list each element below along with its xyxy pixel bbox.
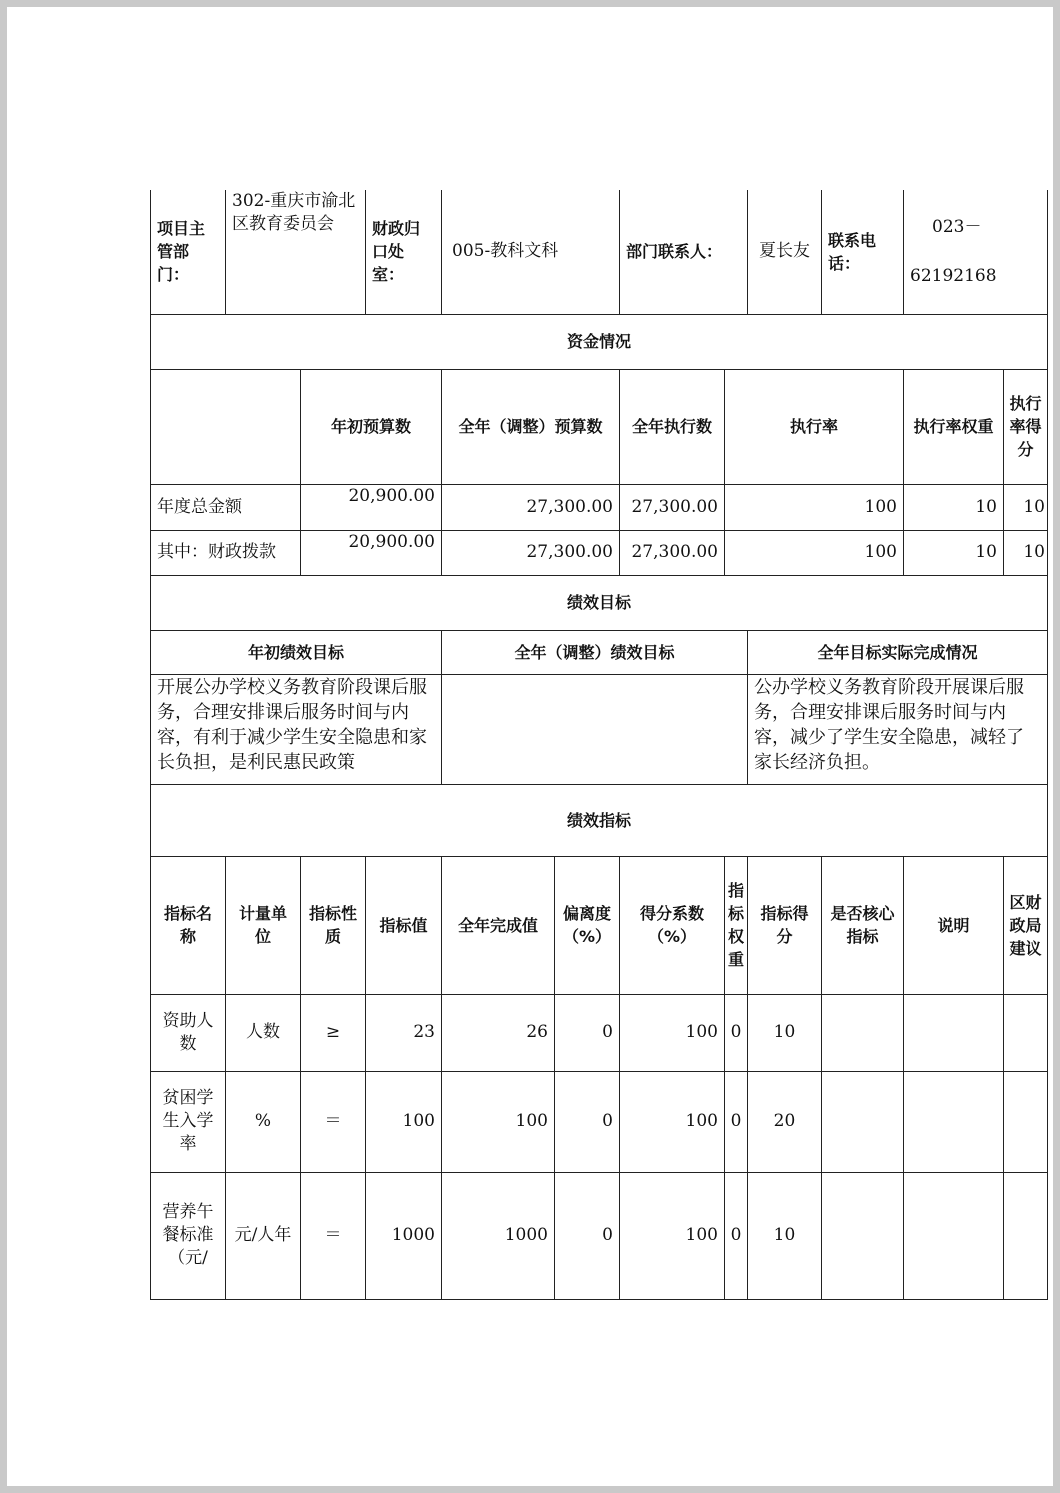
- ind-nature: ＝: [301, 1172, 366, 1299]
- phone-label: 联系电话：: [822, 190, 904, 314]
- ind-coef: 100: [620, 1172, 725, 1299]
- ind-deviation: 0: [555, 1071, 620, 1172]
- ind-note: [904, 1172, 1004, 1299]
- funds-initial-value: 20,900.00: [301, 484, 442, 530]
- funds-col-initial: 年初预算数: [301, 369, 442, 484]
- funds-weight-value: 10: [904, 530, 1004, 575]
- funds-col-adjusted: 全年（调整）预算数: [442, 369, 620, 484]
- ind-col-nature: 指标性质: [301, 856, 366, 994]
- goals-col-adjusted: 全年（调整）绩效目标: [442, 630, 748, 674]
- ind-col-note: 说明: [904, 856, 1004, 994]
- funds-title: 资金情况: [151, 314, 1048, 369]
- ind-target: 1000: [366, 1172, 442, 1299]
- funds-col-executed: 全年执行数: [620, 369, 725, 484]
- phone-value-line-2: 62192168: [910, 265, 997, 286]
- ind-core: [822, 1071, 904, 1172]
- performance-table: [150, 190, 1048, 1300]
- funds-row-label: 其中：财政拨款: [151, 530, 301, 575]
- ind-core: [822, 994, 904, 1071]
- ind-actual: 1000: [442, 1172, 555, 1299]
- ind-deviation: 0: [555, 994, 620, 1071]
- ind-col-deviation: 偏离度（%）: [555, 856, 620, 994]
- ind-coef: 100: [620, 994, 725, 1071]
- ind-target: 23: [366, 994, 442, 1071]
- ind-col-actual: 全年完成值: [442, 856, 555, 994]
- funds-score-value: 10: [1004, 484, 1048, 530]
- funds-rate-value: 100: [725, 530, 904, 575]
- ind-weight: 0: [725, 994, 748, 1071]
- funds-initial-value: 20,900.00: [301, 530, 442, 575]
- goals-adjusted-text: [442, 674, 748, 784]
- phone-cell: [904, 190, 1048, 314]
- ind-nature: ＝: [301, 1071, 366, 1172]
- funds-col-weight: 执行率权重: [904, 369, 1004, 484]
- contact-label: 部门联系人：: [620, 190, 748, 314]
- ind-score: 20: [748, 1071, 822, 1172]
- funds-row-total: [151, 484, 1048, 530]
- ind-col-coef: 得分系数（%）: [620, 856, 725, 994]
- ind-unit: %: [226, 1071, 301, 1172]
- funds-executed-value: 27,300.00: [620, 530, 725, 575]
- ind-weight: 0: [725, 1172, 748, 1299]
- finance-value: 005-教科文科: [442, 190, 620, 314]
- ind-advice: [1004, 1172, 1048, 1299]
- goals-content-row: [151, 674, 1048, 784]
- ind-col-advice: 区财政局建议: [1004, 856, 1048, 994]
- dept-value: 302-重庆市渝北区教育委员会: [226, 190, 366, 314]
- indicators-title-row: [151, 784, 1048, 856]
- indicators-title: 绩效指标: [151, 784, 1048, 856]
- goals-header-row: [151, 630, 1048, 674]
- ind-coef: 100: [620, 1071, 725, 1172]
- finance-label: 财政归口处室：: [366, 190, 442, 314]
- indicator-row: [151, 994, 1048, 1071]
- funds-title-row: [151, 314, 1048, 369]
- funds-weight-value: 10: [904, 484, 1004, 530]
- funds-score-value: 10: [1004, 530, 1048, 575]
- ind-deviation: 0: [555, 1172, 620, 1299]
- ind-col-target: 指标值: [366, 856, 442, 994]
- ind-col-core: 是否核心指标: [822, 856, 904, 994]
- ind-unit: 元/人年: [226, 1172, 301, 1299]
- funds-corner-cell: [151, 369, 301, 484]
- ind-advice: [1004, 994, 1048, 1071]
- ind-weight: 0: [725, 1071, 748, 1172]
- phone-value-line-1: 023－: [932, 216, 982, 237]
- ind-note: [904, 994, 1004, 1071]
- ind-score: 10: [748, 1172, 822, 1299]
- ind-actual: 100: [442, 1071, 555, 1172]
- funds-executed-value: 27,300.00: [620, 484, 725, 530]
- ind-actual: 26: [442, 994, 555, 1071]
- ind-col-name: 指标名称: [151, 856, 226, 994]
- ind-name: 资助人数: [151, 994, 226, 1071]
- funds-rate-value: 100: [725, 484, 904, 530]
- ind-core: [822, 1172, 904, 1299]
- goals-col-initial: 年初绩效目标: [151, 630, 442, 674]
- ind-col-score: 指标得分: [748, 856, 822, 994]
- contact-value: 夏长友: [748, 190, 822, 314]
- funds-row-label: 年度总金额: [151, 484, 301, 530]
- funds-col-rate: 执行率: [725, 369, 904, 484]
- ind-col-unit: 计量单位: [226, 856, 301, 994]
- funds-row-fiscal: [151, 530, 1048, 575]
- ind-score: 10: [748, 994, 822, 1071]
- funds-adjusted-value: 27,300.00: [442, 530, 620, 575]
- funds-adjusted-value: 27,300.00: [442, 484, 620, 530]
- funds-col-score: 执行率得分: [1004, 369, 1048, 484]
- goals-actual-text: 公办学校义务教育阶段开展课后服务，合理安排课后服务时间与内容，减少了学生安全隐患，减轻了家长经济负担。: [748, 674, 1048, 784]
- project-info-row: [151, 190, 1048, 314]
- ind-col-weight: 指标权重: [725, 856, 748, 994]
- goals-col-actual: 全年目标实际完成情况: [748, 630, 1048, 674]
- ind-name: 贫困学生入学率: [151, 1071, 226, 1172]
- indicator-row: [151, 1071, 1048, 1172]
- indicators-header-row: [151, 856, 1048, 994]
- goals-title: 绩效目标: [151, 575, 1048, 630]
- goals-initial-text: 开展公办学校义务教育阶段课后服务，合理安排课后服务时间与内容，有利于减少学生安全隐患和家长负担，是利民惠民政策: [151, 674, 442, 784]
- ind-note: [904, 1071, 1004, 1172]
- indicator-row: [151, 1172, 1048, 1299]
- funds-header-row: [151, 369, 1048, 484]
- ind-name: 营养午餐标准（元/: [151, 1172, 226, 1299]
- dept-label: 项目主管部门：: [151, 190, 226, 314]
- ind-nature: ≥: [301, 994, 366, 1071]
- ind-unit: 人数: [226, 994, 301, 1071]
- goals-title-row: [151, 575, 1048, 630]
- ind-advice: [1004, 1071, 1048, 1172]
- ind-target: 100: [366, 1071, 442, 1172]
